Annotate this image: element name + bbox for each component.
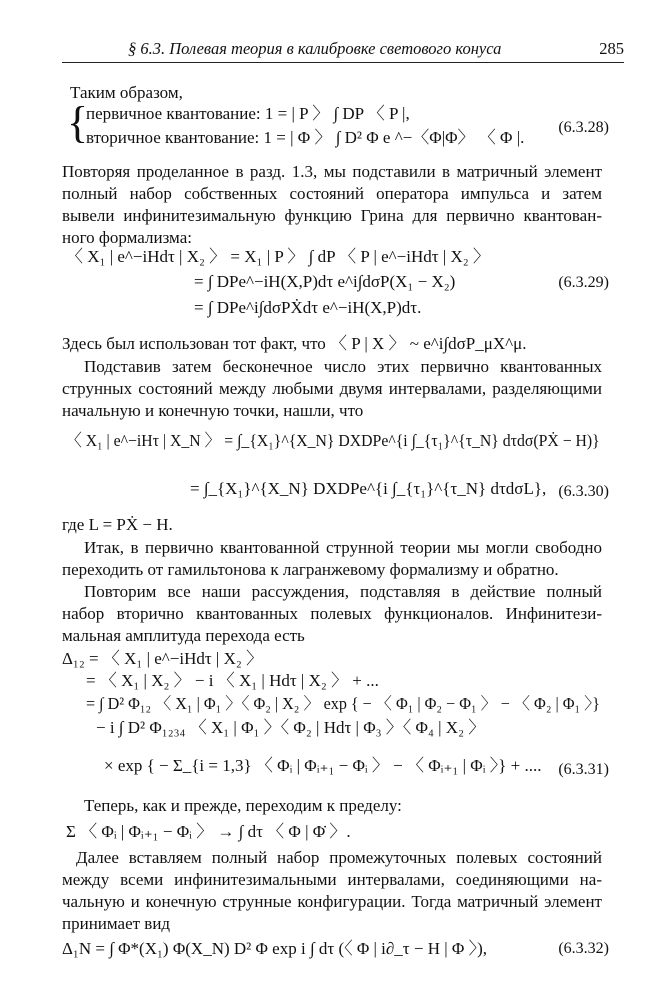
paragraph-3-line-3: начальную и конечную точки, нашли, что: [62, 401, 364, 420]
equation-number-6-3-31: (6.3.31): [558, 761, 609, 778]
eq-6-3-28-line-2: вторичное квантование: 1 = | Φ 〉 ∫ D² Φ e ^−〈Φ|Φ〉 〈 Φ |.: [86, 128, 525, 147]
eq-6-3-29-line-1: 〈 X₁ | e^−iHdτ | X₂ 〉 = X₁ | P 〉 ∫ dP 〈 P | e^−iHdτ | X₂ 〉: [66, 247, 490, 266]
eq-6-3-31-line-2: = 〈 X₁ | X₂ 〉 − i 〈 X₁ | Hdτ | X₂ 〉 + ...: [86, 671, 379, 690]
paragraph-6-line-2: набор вторично квантованных полевых функционалов. Инфинитези-: [62, 604, 602, 623]
paragraph-1-line-3: вывели инфинитезимальную функцию Грина для первично квантован-: [62, 206, 602, 225]
eq-6-3-31-line-4: − i ∫ D² Φ₁₂₃₄ 〈 X₁ | Φ₁ 〉〈 Φ₂ | Hdτ | Φ₃ 〉〈 Φ₄ | X₂ 〉: [96, 718, 486, 737]
equation-number-6-3-29: (6.3.29): [558, 274, 609, 291]
paragraph-5-line-1: Итак, в первично квантованной струнной теории мы могли свободно: [84, 538, 602, 557]
eq-6-3-28-line-1: первичное квантование: 1 = | P 〉 ∫ DP 〈 P |,: [86, 104, 410, 123]
eq-6-3-29-line-2: = ∫ DPe^−iH(X,P)dτ e^i∫dσP(X₁ − X₂): [194, 272, 456, 291]
paragraph-6-line-1: Повторим все наши рассуждения, подставляя в действие полный: [84, 582, 602, 601]
limit-expression: Σ 〈 Φᵢ | Φᵢ₊₁ − Φᵢ 〉 → ∫ dτ 〈 Φ | Φ̇ 〉.: [66, 822, 351, 841]
paragraph-6-line-3: мальная амплитуда перехода есть: [62, 626, 305, 645]
header-rule: [62, 62, 624, 63]
eq-6-3-32-line-1: Δ₁N = ∫ Φ*(X₁) Φ(X_N) D² Φ exp i ∫ dτ (〈 Φ | i∂_τ − H | Φ 〉),: [62, 939, 487, 958]
eq-6-3-31-line-1: Δ₁₂ = 〈 X₁ | e^−iHdτ | X₂ 〉: [62, 649, 264, 668]
paragraph-8-line-4: принимает вид: [62, 914, 171, 933]
eq-6-3-30-line-1: 〈 X₁ | e^−iHτ | X_N 〉 = ∫_{X₁}^{X_N} DXDPe^{i ∫_{τ₁}^{τ_N} dτdσ(PẊ − H)}: [66, 431, 600, 450]
equation-number-6-3-28: (6.3.28): [558, 119, 609, 136]
paragraph-3-line-1: Подставив затем бесконечное число этих первично квантованных: [84, 357, 602, 376]
paragraph-2: Здесь был использован тот факт, что 〈 P | X 〉 ~ e^i∫dσP_μX^μ.: [62, 334, 527, 353]
paragraph-1-line-2: полный набор собственных состояний оператора импульса и затем: [62, 184, 602, 203]
eq-6-3-31-line-5: × exp { − Σ_{i = 1,3} 〈 Φᵢ | Φᵢ₊₁ − Φᵢ 〉 − 〈 Φᵢ₊₁ | Φᵢ 〉} + ....: [104, 756, 542, 775]
paragraph-8-line-1: Далее вставляем полный набор промежуточных полевых состояний: [76, 848, 602, 867]
running-header-title: § 6.3. Полевая теория в калибровке светового конуса: [128, 39, 502, 58]
paragraph-5-line-2: переходить от гамильтонова к лагранжевому формализму и обратно.: [62, 560, 559, 579]
paragraph-7: Теперь, как и прежде, переходим к пределу:: [84, 796, 402, 815]
running-header: [128, 38, 624, 60]
equation-number-6-3-32: (6.3.32): [558, 940, 609, 957]
paragraph-1-line-1: Повторяя проделанное в разд. 1.3, мы подставили в матричный элемент: [62, 162, 602, 181]
paragraph-1-line-4: ного формализма:: [62, 228, 192, 247]
paragraph-3-line-2: струнных состояний между любыми двумя интервалами, разделяющими: [62, 379, 602, 398]
eq-6-3-30-line-2: = ∫_{X₁}^{X_N} DXDPe^{i ∫_{τ₁}^{τ_N} dτdσL},: [190, 479, 547, 498]
page-number: 285: [599, 39, 624, 58]
equation-number-6-3-30: (6.3.30): [558, 483, 609, 500]
eq-6-3-29-line-3: = ∫ DPe^i∫dσPẊdτ e^−iH(X,P)dτ.: [194, 298, 422, 317]
eq-6-3-31-line-3: = ∫ D² Φ₁₂ 〈 X₁ | Φ₁ 〉〈 Φ₂ | X₂ 〉 exp { − 〈 Φ₁ | Φ₂ − Φ₁ 〉 − 〈 Φ₂ | Φ₁ 〉}: [86, 694, 600, 713]
paragraph-8-line-2: между всеми инфинитезимальными интервалами, соединяющими на-: [62, 870, 602, 889]
intro-line: Таким образом,: [70, 83, 183, 102]
equation-brace: {: [67, 98, 89, 147]
paragraph-4: где L = PẊ − H.: [62, 515, 173, 534]
paragraph-8-line-3: чальную и конечную струнные конфигурации. Тогда матричный элемент: [62, 892, 602, 911]
